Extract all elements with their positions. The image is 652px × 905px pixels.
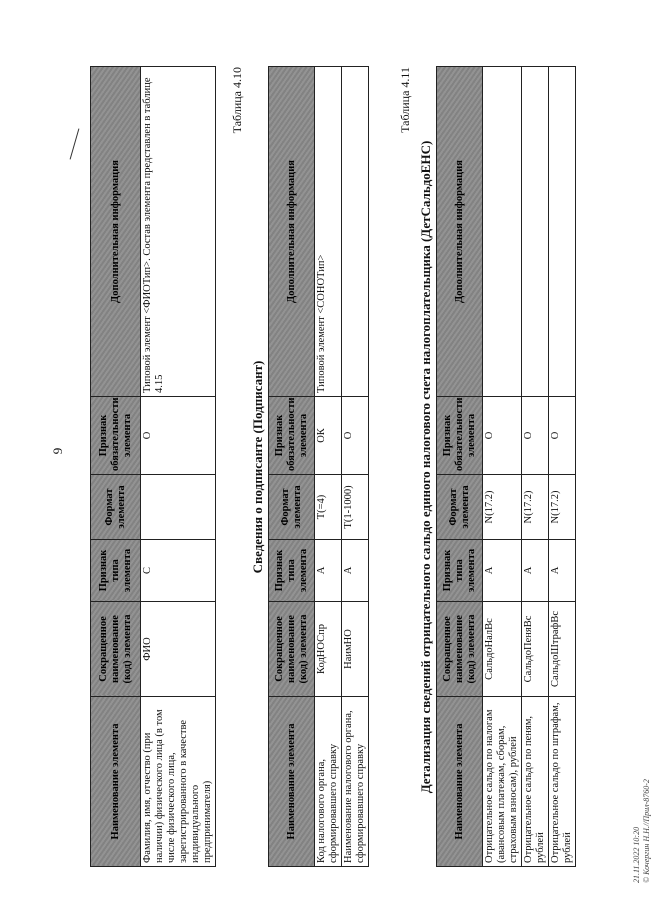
col-header-name: Наименование элемента [437, 697, 483, 867]
col-header-code: Сокращенное наименование (код) элемента [437, 602, 483, 697]
table-header-row [91, 67, 141, 867]
col-header-format: Формат элемента [269, 475, 315, 540]
col-header-type: Признак типа элемента [269, 540, 315, 602]
cell-info: Типовой элемент <СОНОТип> [315, 67, 342, 397]
cell-code: КодНОСпр [315, 602, 342, 697]
table-row [141, 67, 216, 867]
cell-required: О [342, 397, 369, 475]
table-row [342, 67, 369, 867]
table-detail-title: Детализация сведений отрицательного сальдо единого налогового счета налогоплательщика (ДетСальдоЕНС) [418, 140, 433, 794]
table-row [483, 67, 522, 867]
print-stamp [632, 703, 652, 883]
table-row [315, 67, 342, 867]
col-header-code: Сокращенное наименование (код) элемента [269, 602, 315, 697]
col-header-required: Признак обязательности элемента [269, 397, 315, 475]
cell-info [522, 67, 549, 397]
cell-required: О [141, 397, 216, 475]
table-detail [436, 66, 576, 867]
cell-name: Отрицательное сальдо по штрафам, рублей [549, 697, 576, 867]
table-row [522, 67, 549, 867]
cell-type: А [342, 540, 369, 602]
cell-required: О [483, 397, 522, 475]
cell-code: СальдоПеняВс [522, 602, 549, 697]
cell-code: СальдоНалВс [483, 602, 522, 697]
table-row [549, 67, 576, 867]
cell-code: ФИО [141, 602, 216, 697]
cell-format: T(=4) [315, 475, 342, 540]
cell-name: Наименование налогового органа, сформировавшего справку [342, 697, 369, 867]
cell-format: N(17.2) [483, 475, 522, 540]
col-header-format: Формат элемента [437, 475, 483, 540]
cell-code: СальдоШтрафВс [549, 602, 576, 697]
table-4-10-label: Таблица 4.10 [230, 67, 244, 134]
col-header-name: Наименование элемента [91, 697, 141, 867]
table-4-11 [268, 66, 369, 867]
cell-info [342, 67, 369, 397]
col-header-format: Формат элемента [91, 475, 141, 540]
col-header-code: Сокращенное наименование (код) элемента [91, 602, 141, 697]
cell-name: Фамилия, имя, отчество (при наличии) физического лица (в том числе физического лица, зарегистрированного в качестве индивидуального предпринимателя) [141, 697, 216, 867]
col-header-name: Наименование элемента [269, 697, 315, 867]
cell-name: Код налогового органа, сформировавшего справку [315, 697, 342, 867]
col-header-info: Дополнительная информация [437, 67, 483, 397]
table-header-row [269, 67, 315, 867]
col-header-required: Признак обязательности элемента [437, 397, 483, 475]
cell-name: Отрицательное сальдо по налогам (авансовым платежам, сборам, страховым взносам), рублей [483, 697, 522, 867]
cell-format: N(17.2) [549, 475, 576, 540]
cell-format [141, 475, 216, 540]
cell-type: С [141, 540, 216, 602]
col-header-info: Дополнительная информация [91, 67, 141, 397]
cell-type: А [483, 540, 522, 602]
page-number: 9 [50, 447, 65, 455]
cell-required: О [549, 397, 576, 475]
cell-format: T(1-1000) [342, 475, 369, 540]
cell-required: О [522, 397, 549, 475]
cell-type: А [522, 540, 549, 602]
col-header-required: Признак обязательности элемента [91, 397, 141, 475]
col-header-info: Дополнительная информация [269, 67, 315, 397]
cell-info [549, 67, 576, 397]
cell-type: А [315, 540, 342, 602]
cell-info [483, 67, 522, 397]
cell-type: А [549, 540, 576, 602]
cell-info: Типовой элемент <ФИОТип>. Состав элемента представлен в таблице 4.15 [141, 67, 216, 397]
cell-required: ОК [315, 397, 342, 475]
table-header-row [437, 67, 483, 867]
table-4-11-title: Сведения о подписанте (Подписант) [250, 360, 265, 574]
col-header-type: Признак типа элемента [91, 540, 141, 602]
cell-code: НаимНО [342, 602, 369, 697]
table-4-10 [90, 66, 216, 867]
cell-format: N(17.2) [522, 475, 549, 540]
stamp-timestamp: 21.11.2022 10:20 [632, 826, 641, 883]
stamp-author: © Кочергин Н.Н.//Прил-8760-2 [642, 779, 651, 883]
col-header-type: Признак типа элемента [437, 540, 483, 602]
table-4-11-label: Таблица 4.11 [398, 67, 412, 133]
cell-name: Отрицательное сальдо по пеням, рублей [522, 697, 549, 867]
